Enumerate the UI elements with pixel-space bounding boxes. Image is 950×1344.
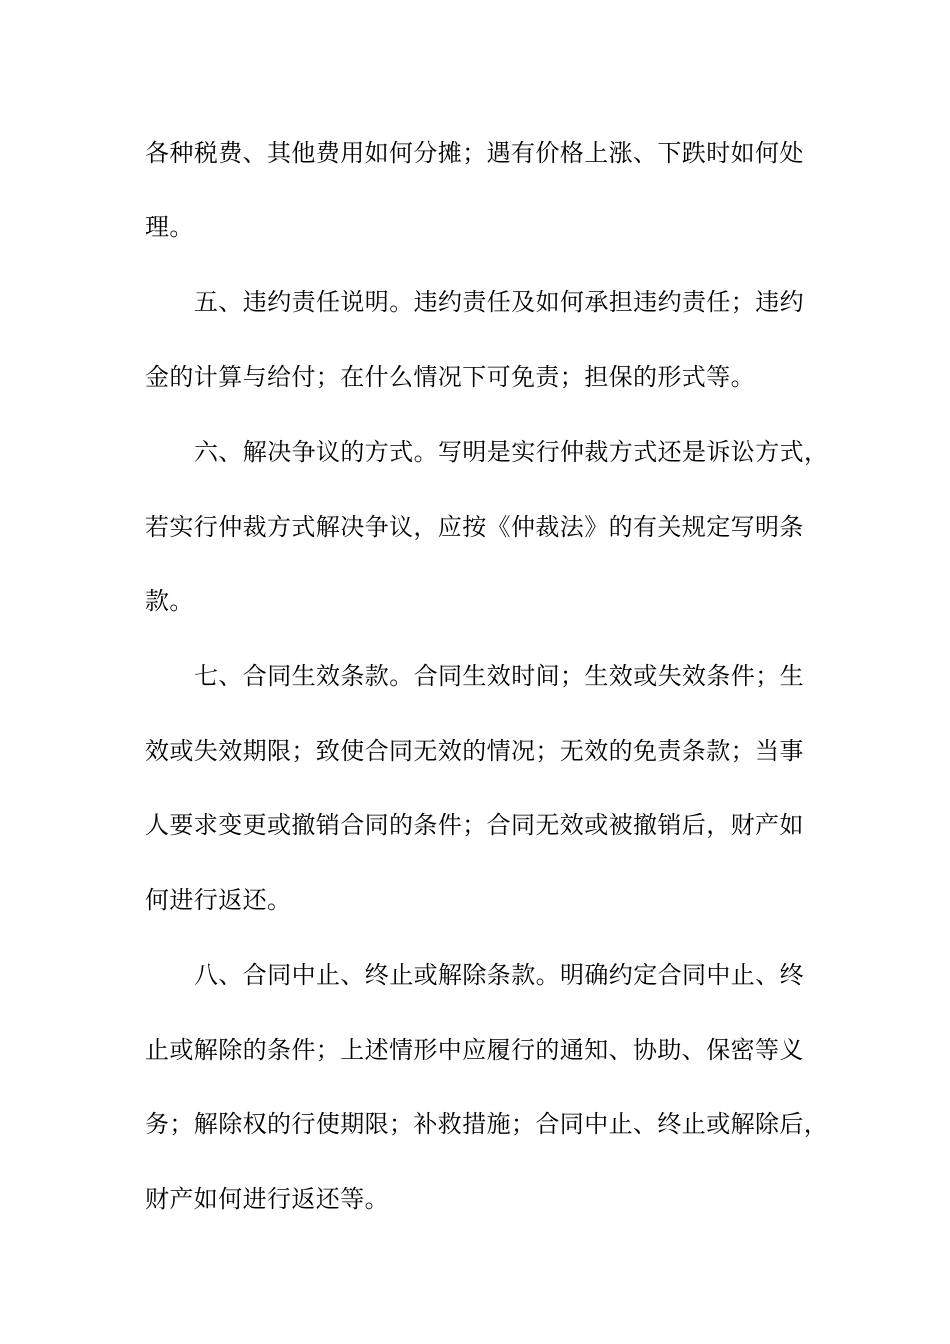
text-line: 止或解除的条件；上述情形中应履行的通知、协助、保密等义 [145, 1036, 804, 1064]
text-line: 金的计算与给付；在什么情况下可免责；担保的形式等。 [145, 363, 755, 391]
paragraph-start-line: 六、解决争议的方式。写明是实行仲裁方式还是诉讼方式， [194, 438, 829, 466]
paragraph-start-line: 五、违约责任说明。违约责任及如何承担违约责任；违约 [194, 288, 804, 316]
paragraph-start-line: 八、合同中止、终止或解除条款。明确约定合同中止、终 [194, 961, 804, 989]
text-line: 人要求变更或撤销合同的条件；合同无效或被撤销后，财产如 [145, 811, 804, 839]
paragraph-start-line: 七、合同生效条款。合同生效时间；生效或失效条件；生 [194, 662, 804, 690]
text-line: 款。 [145, 587, 194, 615]
text-line: 财产如何进行返还等。 [145, 1185, 389, 1213]
text-line: 若实行仲裁方式解决争议，应按《仲裁法》的有关规定写明条 [145, 513, 804, 541]
text-line: 理。 [145, 213, 194, 241]
text-line: 务；解除权的行使期限；补救措施；合同中止、终止或解除后， [145, 1110, 829, 1138]
text-line: 效或失效期限；致使合同无效的情况；无效的免责条款；当事 [145, 737, 804, 765]
text-line: 何进行返还。 [145, 886, 292, 914]
text-line: 各种税费、其他费用如何分摊；遇有价格上涨、下跌时如何处 [145, 139, 804, 167]
